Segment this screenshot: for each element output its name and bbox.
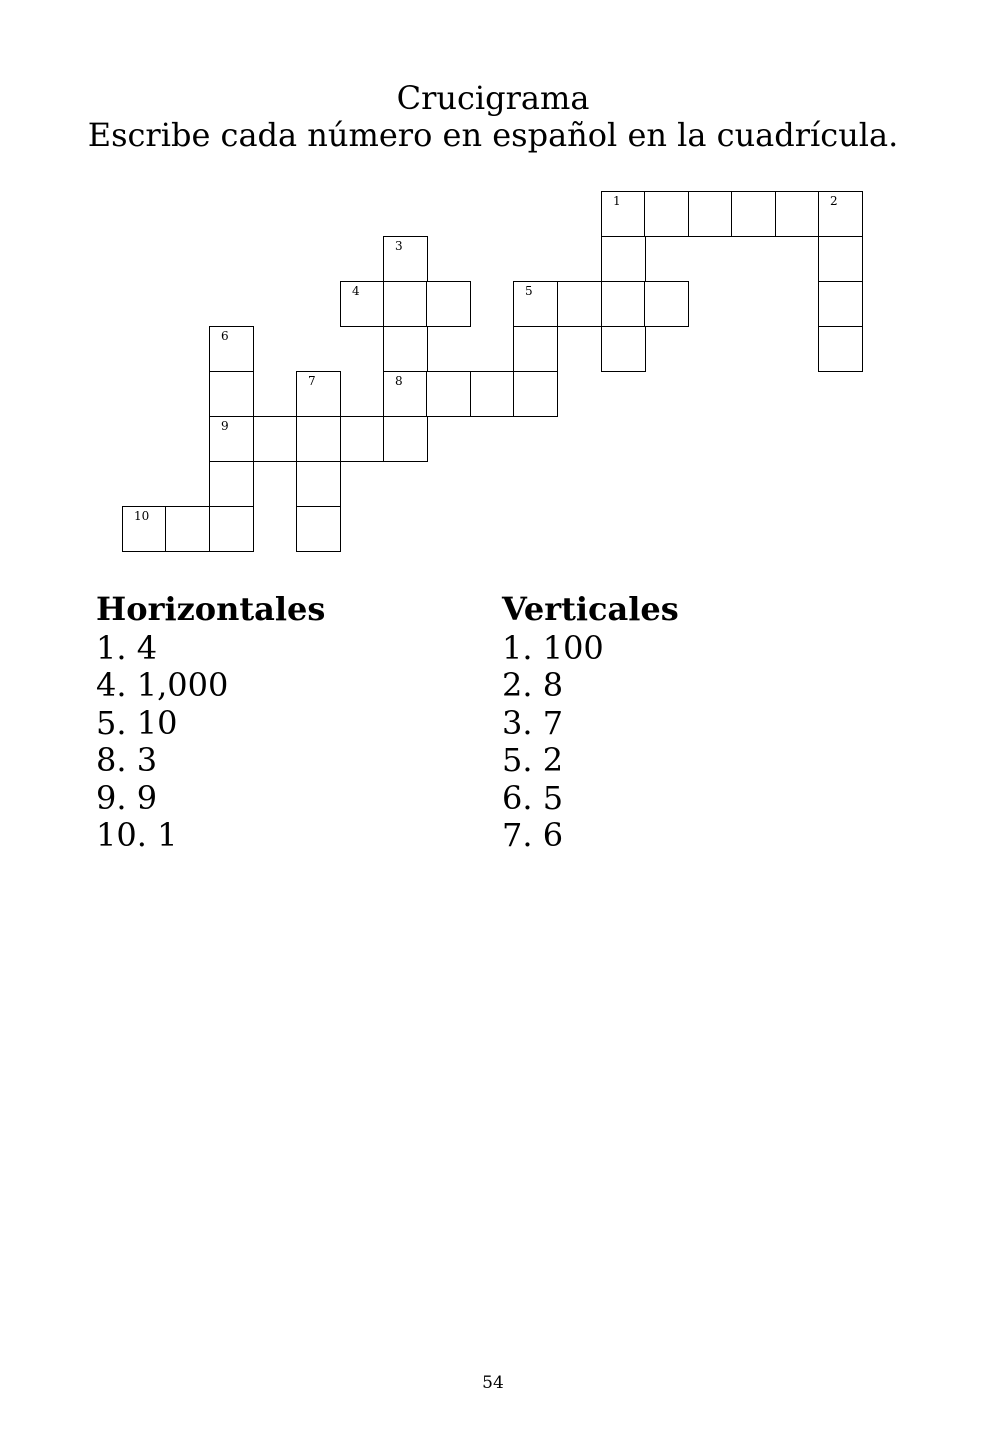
clue-item: 3. 7: [502, 703, 564, 742]
crossword-cell[interactable]: [209, 326, 254, 372]
clue-number: 3: [395, 239, 403, 253]
crossword-cell[interactable]: [688, 191, 733, 237]
crossword-cell[interactable]: [340, 281, 385, 327]
clue-number: 7: [308, 374, 316, 388]
crossword-cell[interactable]: [601, 236, 646, 282]
clue-number: 8: [395, 374, 403, 388]
crossword-cell[interactable]: [383, 281, 428, 327]
crossword-cell[interactable]: [209, 416, 254, 462]
crossword-cell[interactable]: [818, 326, 863, 372]
clue-number: 5: [525, 284, 533, 298]
crossword-cell[interactable]: [644, 281, 689, 327]
crossword-cell[interactable]: [253, 416, 298, 462]
crossword-cell[interactable]: [818, 191, 863, 237]
crossword-cell[interactable]: [296, 506, 341, 552]
down-clues: [502, 590, 679, 854]
crossword-cell[interactable]: [296, 371, 341, 417]
clue-item: 6. 5: [502, 778, 564, 817]
crossword-cell[interactable]: [122, 506, 167, 552]
crossword-cell[interactable]: [383, 371, 428, 417]
crossword-grid: [0, 0, 1008, 600]
crossword-cell[interactable]: [775, 191, 820, 237]
down-heading: Verticales: [502, 590, 679, 628]
crossword-cell[interactable]: [818, 236, 863, 282]
crossword-cell[interactable]: [601, 326, 646, 372]
clue-number: 9: [221, 419, 229, 433]
crossword-cell[interactable]: [426, 281, 471, 327]
clue-item: 5. 10: [96, 703, 178, 742]
crossword-cell[interactable]: [383, 236, 428, 282]
clue-item: 1. 4: [96, 629, 158, 667]
crossword-cell[interactable]: [601, 191, 646, 237]
instructions: Escribe cada número en español en la cuadrícula.: [87, 116, 899, 154]
crossword-cell[interactable]: [513, 371, 558, 417]
crossword-cell[interactable]: [209, 506, 254, 552]
crossword-cell[interactable]: [383, 326, 428, 372]
crossword-cell[interactable]: [818, 281, 863, 327]
crossword-cell[interactable]: [209, 371, 254, 417]
crossword-cell[interactable]: [513, 281, 558, 327]
page-title: Crucigrama: [396, 79, 590, 117]
clue-number: 1: [613, 194, 621, 208]
clue-number: 6: [221, 329, 229, 343]
crossword-cell[interactable]: [601, 281, 646, 327]
crossword-cell[interactable]: [209, 461, 254, 507]
clue-item: 2. 8: [502, 666, 564, 705]
crossword-cell[interactable]: [296, 416, 341, 462]
crossword-cell[interactable]: [383, 416, 428, 462]
page-number: 54: [482, 1373, 504, 1393]
crossword-cell[interactable]: [731, 191, 776, 237]
across-clues: [96, 590, 325, 854]
clue-item: 1. 100: [502, 629, 604, 667]
crossword-cell[interactable]: [470, 371, 515, 417]
crossword-cell[interactable]: [426, 371, 471, 417]
clue-item: 10. 1: [96, 816, 178, 855]
clue-number: 4: [352, 284, 360, 298]
crossword-cell[interactable]: [557, 281, 602, 327]
clue-item: 5. 2: [502, 741, 564, 780]
clue-number: 10: [134, 509, 150, 523]
clue-item: 9. 9: [96, 778, 158, 817]
clue-number: 2: [830, 194, 838, 208]
across-heading: Horizontales: [96, 590, 326, 628]
crossword-cell[interactable]: [296, 461, 341, 507]
crossword-cell[interactable]: [165, 506, 210, 552]
crossword-cell[interactable]: [644, 191, 689, 237]
clue-item: 8. 3: [96, 741, 158, 780]
clue-item: 4. 1,000: [96, 666, 229, 705]
clue-item: 7. 6: [502, 816, 564, 855]
crossword-cell[interactable]: [340, 416, 385, 462]
crossword-cell[interactable]: [513, 326, 558, 372]
